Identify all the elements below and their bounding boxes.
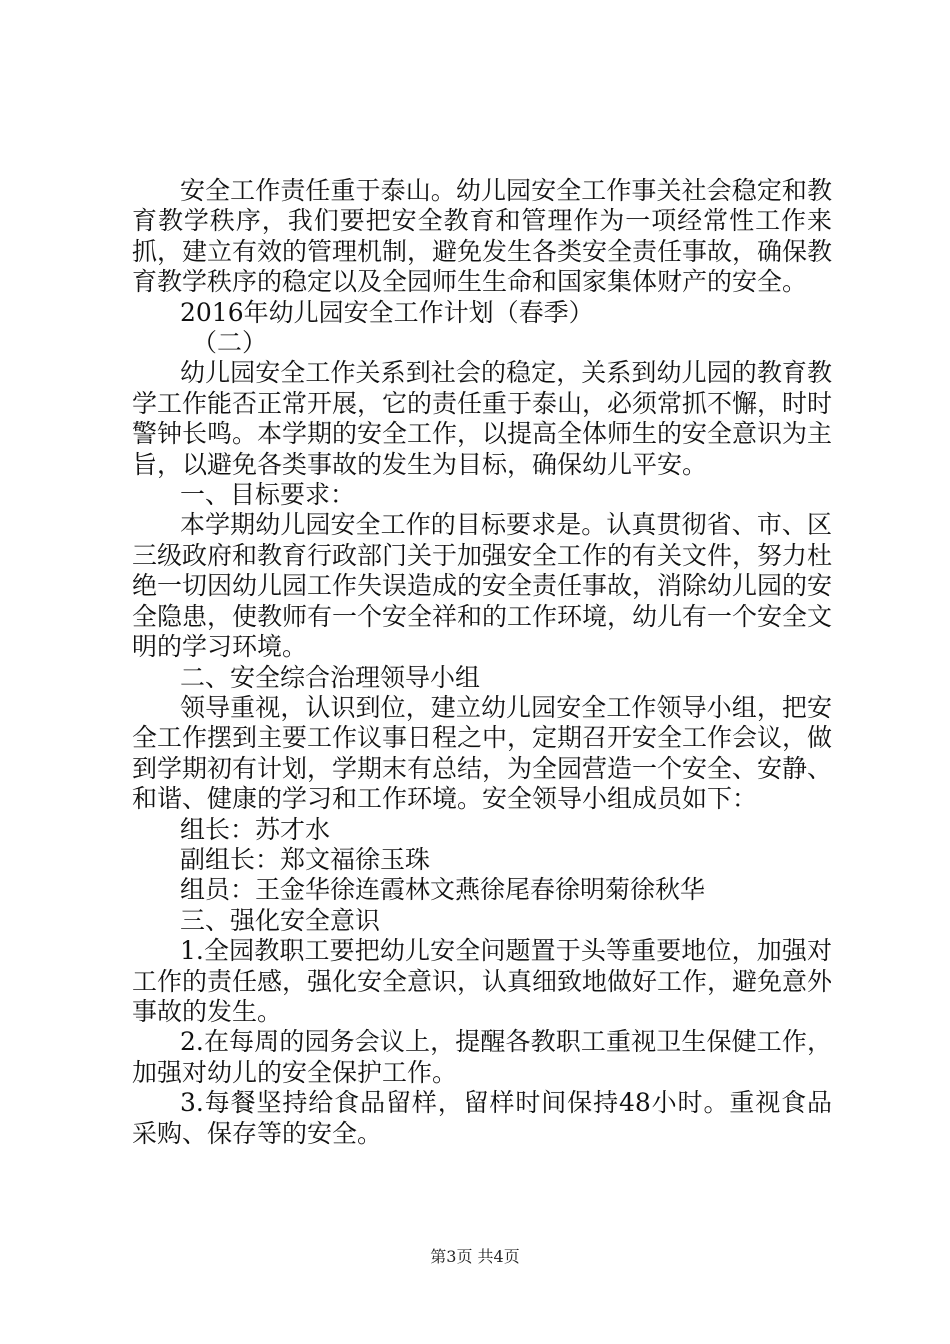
section-heading-goals: 一、目标要求：	[180, 480, 356, 510]
paragraph-goals: 本学期幼儿园安全工作的目标要求是。认真贯彻省、市、区三级政府和教育行政部门关于加强安全工作的有关文件，努力杜绝一切因幼儿园工作失误造成的安全责任事故，消除幼儿园的安全隐患，使教师有一个安全祥和的工作环境，幼儿有一个安全文明的学习环境。	[132, 510, 833, 662]
leader-line: 组长：苏才水	[180, 814, 331, 844]
section-heading-leadership: 二、安全综合治理领导小组	[180, 662, 481, 692]
section-heading-awareness: 三、强化安全意识	[180, 905, 381, 935]
deputy-leader-line: 副组长：郑文福徐玉珠	[180, 844, 431, 874]
paragraph-overview: 幼儿园安全工作关系到社会的稳定，关系到幼儿园的教育教学工作能否正常开展，它的责任重于泰山，必须常抓不懈，时时警钟长鸣。本学期的安全工作，以提高全体师生的安全意识为主旨，以避免各类事故的发生为目标，确保幼儿平安。	[132, 358, 833, 479]
plan-subtitle: （二）	[192, 328, 268, 358]
members-line: 组员：王金华徐连霞林文燕徐尾春徐明菊徐秋华	[180, 875, 706, 905]
plan-title: 2016年幼儿园安全工作计划（春季）	[180, 297, 594, 327]
document-body	[132, 176, 832, 1149]
list-item-2: 2.在每周的园务会议上，提醒各教职工重视卫生保健工作，加强对幼儿的安全保护工作。	[132, 1027, 832, 1087]
list-item-3: 3.每餐坚持给食品留样，留样时间保持48小时。重视食品采购、保存等的安全。	[132, 1088, 832, 1148]
list-item-1: 1.全园教职工要把幼儿安全问题置于头等重要地位，加强对工作的责任感，强化安全意识，认真细致地做好工作，避免意外事故的发生。	[132, 936, 833, 1026]
paragraph-leadership: 领导重视，认识到位，建立幼儿园安全工作领导小组，把安全工作摆到主要工作议事日程之中，定期召开安全工作会议，做到学期初有计划，学期末有总结，为全园营造一个安全、安静、和谐、健康的学习和工作环境。安全领导小组成员如下：	[132, 692, 833, 814]
paragraph-intro: 安全工作责任重于泰山。幼儿园安全工作事关社会稳定和教育教学秩序，我们要把安全教育和管理作为一项经常性工作来抓，建立有效的管理机制，避免发生各类安全责任事故，确保教育教学秩序的稳定以及全园师生生命和国家集体财产的安全。	[132, 176, 833, 297]
page-footer: 第3页 共4页	[430, 1247, 520, 1266]
